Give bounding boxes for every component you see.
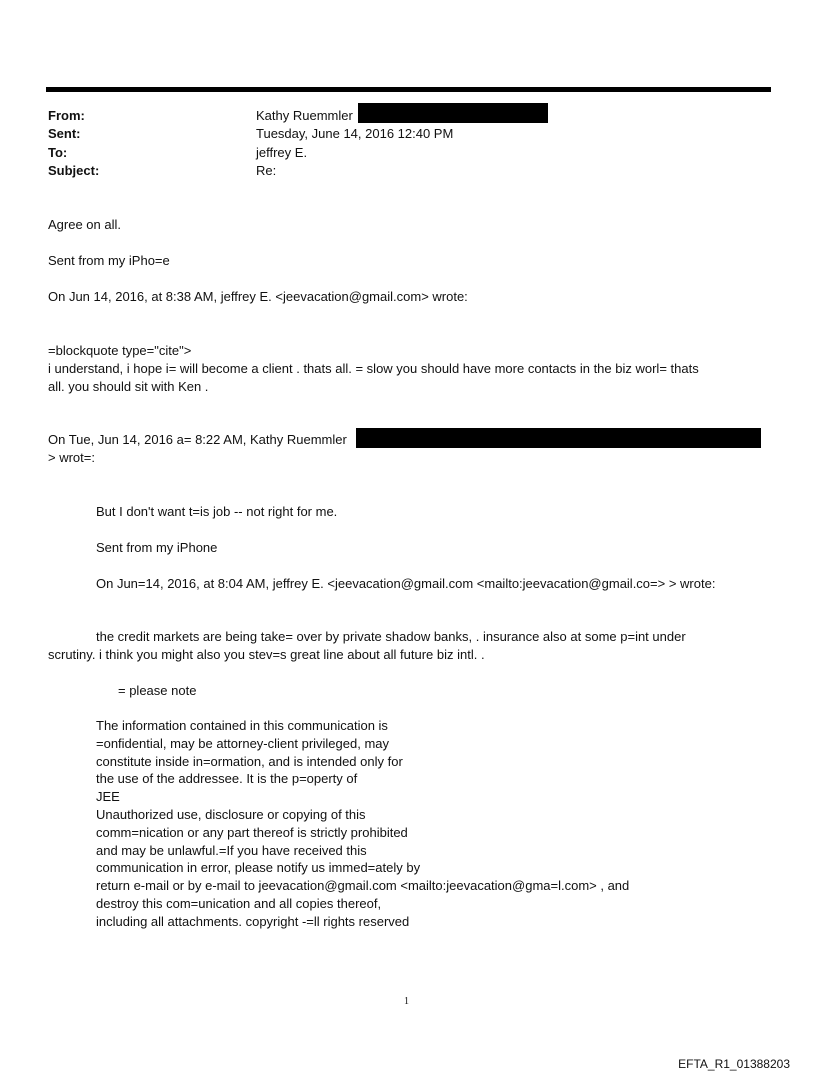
quote-line: the credit markets are being take= over by private shadow banks, . insurance also at some p=int under: [96, 629, 686, 644]
quote-line: i understand, i hope i= will become a client . thats all. = slow you should have more contacts in the biz worl= thats: [48, 361, 699, 376]
reply-text: Agree on all.: [48, 217, 121, 232]
disclaimer-line: destroy this com=unication and all copies thereof,: [96, 896, 382, 911]
disclaimer-line: the use of the addressee. It is the p=operty of: [96, 771, 358, 787]
disclaimer-line: comm=nication or any part thereof is strictly prohibited: [96, 824, 408, 840]
disclaimer-line: The information contained in this communication is: [96, 718, 388, 733]
subject-value: Re:: [256, 163, 277, 178]
quote-intro: On Jun 14, 2016, at 8:38 AM, jeffrey E. <jeevacation@gmail.com> wrote:: [48, 289, 468, 304]
subject-label: Subject:: [48, 163, 100, 178]
header-rule: [46, 87, 771, 92]
sent-value: Tuesday, June 14, 2016 12:40 PM: [256, 126, 454, 141]
please-note: = please note: [118, 683, 197, 698]
to-value: jeffrey E.: [256, 145, 308, 160]
quote-intro: On Jun=14, 2016, at 8:04 AM, jeffrey E. <jeevacation@gmail.com <mailto:jeevacation@gmail.co=> > wrote:: [96, 576, 716, 591]
disclaimer-line: communication in error, please notify us immed=ately by: [96, 860, 421, 876]
disclaimer-line: including all attachments. copyright -=ll rights reserved: [96, 913, 410, 929]
quote-text: But I don't want t=is job -- not right for me.: [96, 504, 338, 519]
disclaimer-line: =onfidential, may be attorney-client privileged, may: [96, 735, 390, 751]
signature: Sent from my iPhone: [96, 540, 218, 555]
redaction-bar: [356, 428, 761, 448]
quote-intro: > wrot=:: [48, 450, 95, 465]
quote-line: scrutiny. i think you might also you stev=s great line about all future biz intl. .: [48, 647, 485, 662]
to-label: To:: [48, 145, 68, 160]
from-value: Kathy Ruemmler: [256, 108, 353, 123]
signature: Sent from my iPho=e: [48, 253, 170, 268]
page-number: 1: [404, 996, 409, 1007]
quote-intro: On Tue, Jun 14, 2016 a= 8:22 AM, Kathy Ruemmler: [48, 432, 347, 447]
disclaimer-line: JEE: [96, 789, 120, 805]
sent-label: Sent:: [48, 126, 81, 141]
quote-line: all. you should sit with Ken .: [48, 379, 209, 394]
disclaimer-line: constitute inside in=ormation, and is intended only for: [96, 753, 403, 769]
disclaimer-line: return e-mail or by e-mail to jeevacation@gmail.com <mailto:jeevacation@gma=l.com> , and: [96, 878, 630, 894]
redaction-bar: [358, 103, 548, 123]
document-id: EFTA_R1_01388203: [678, 1057, 790, 1071]
disclaimer-line: and may be unlawful.=If you have received this: [96, 842, 367, 858]
blockquote-tag: =blockquote type="cite">: [48, 343, 192, 358]
disclaimer-line: Unauthorized use, disclosure or copying of this: [96, 807, 366, 822]
from-label: From:: [48, 108, 85, 123]
